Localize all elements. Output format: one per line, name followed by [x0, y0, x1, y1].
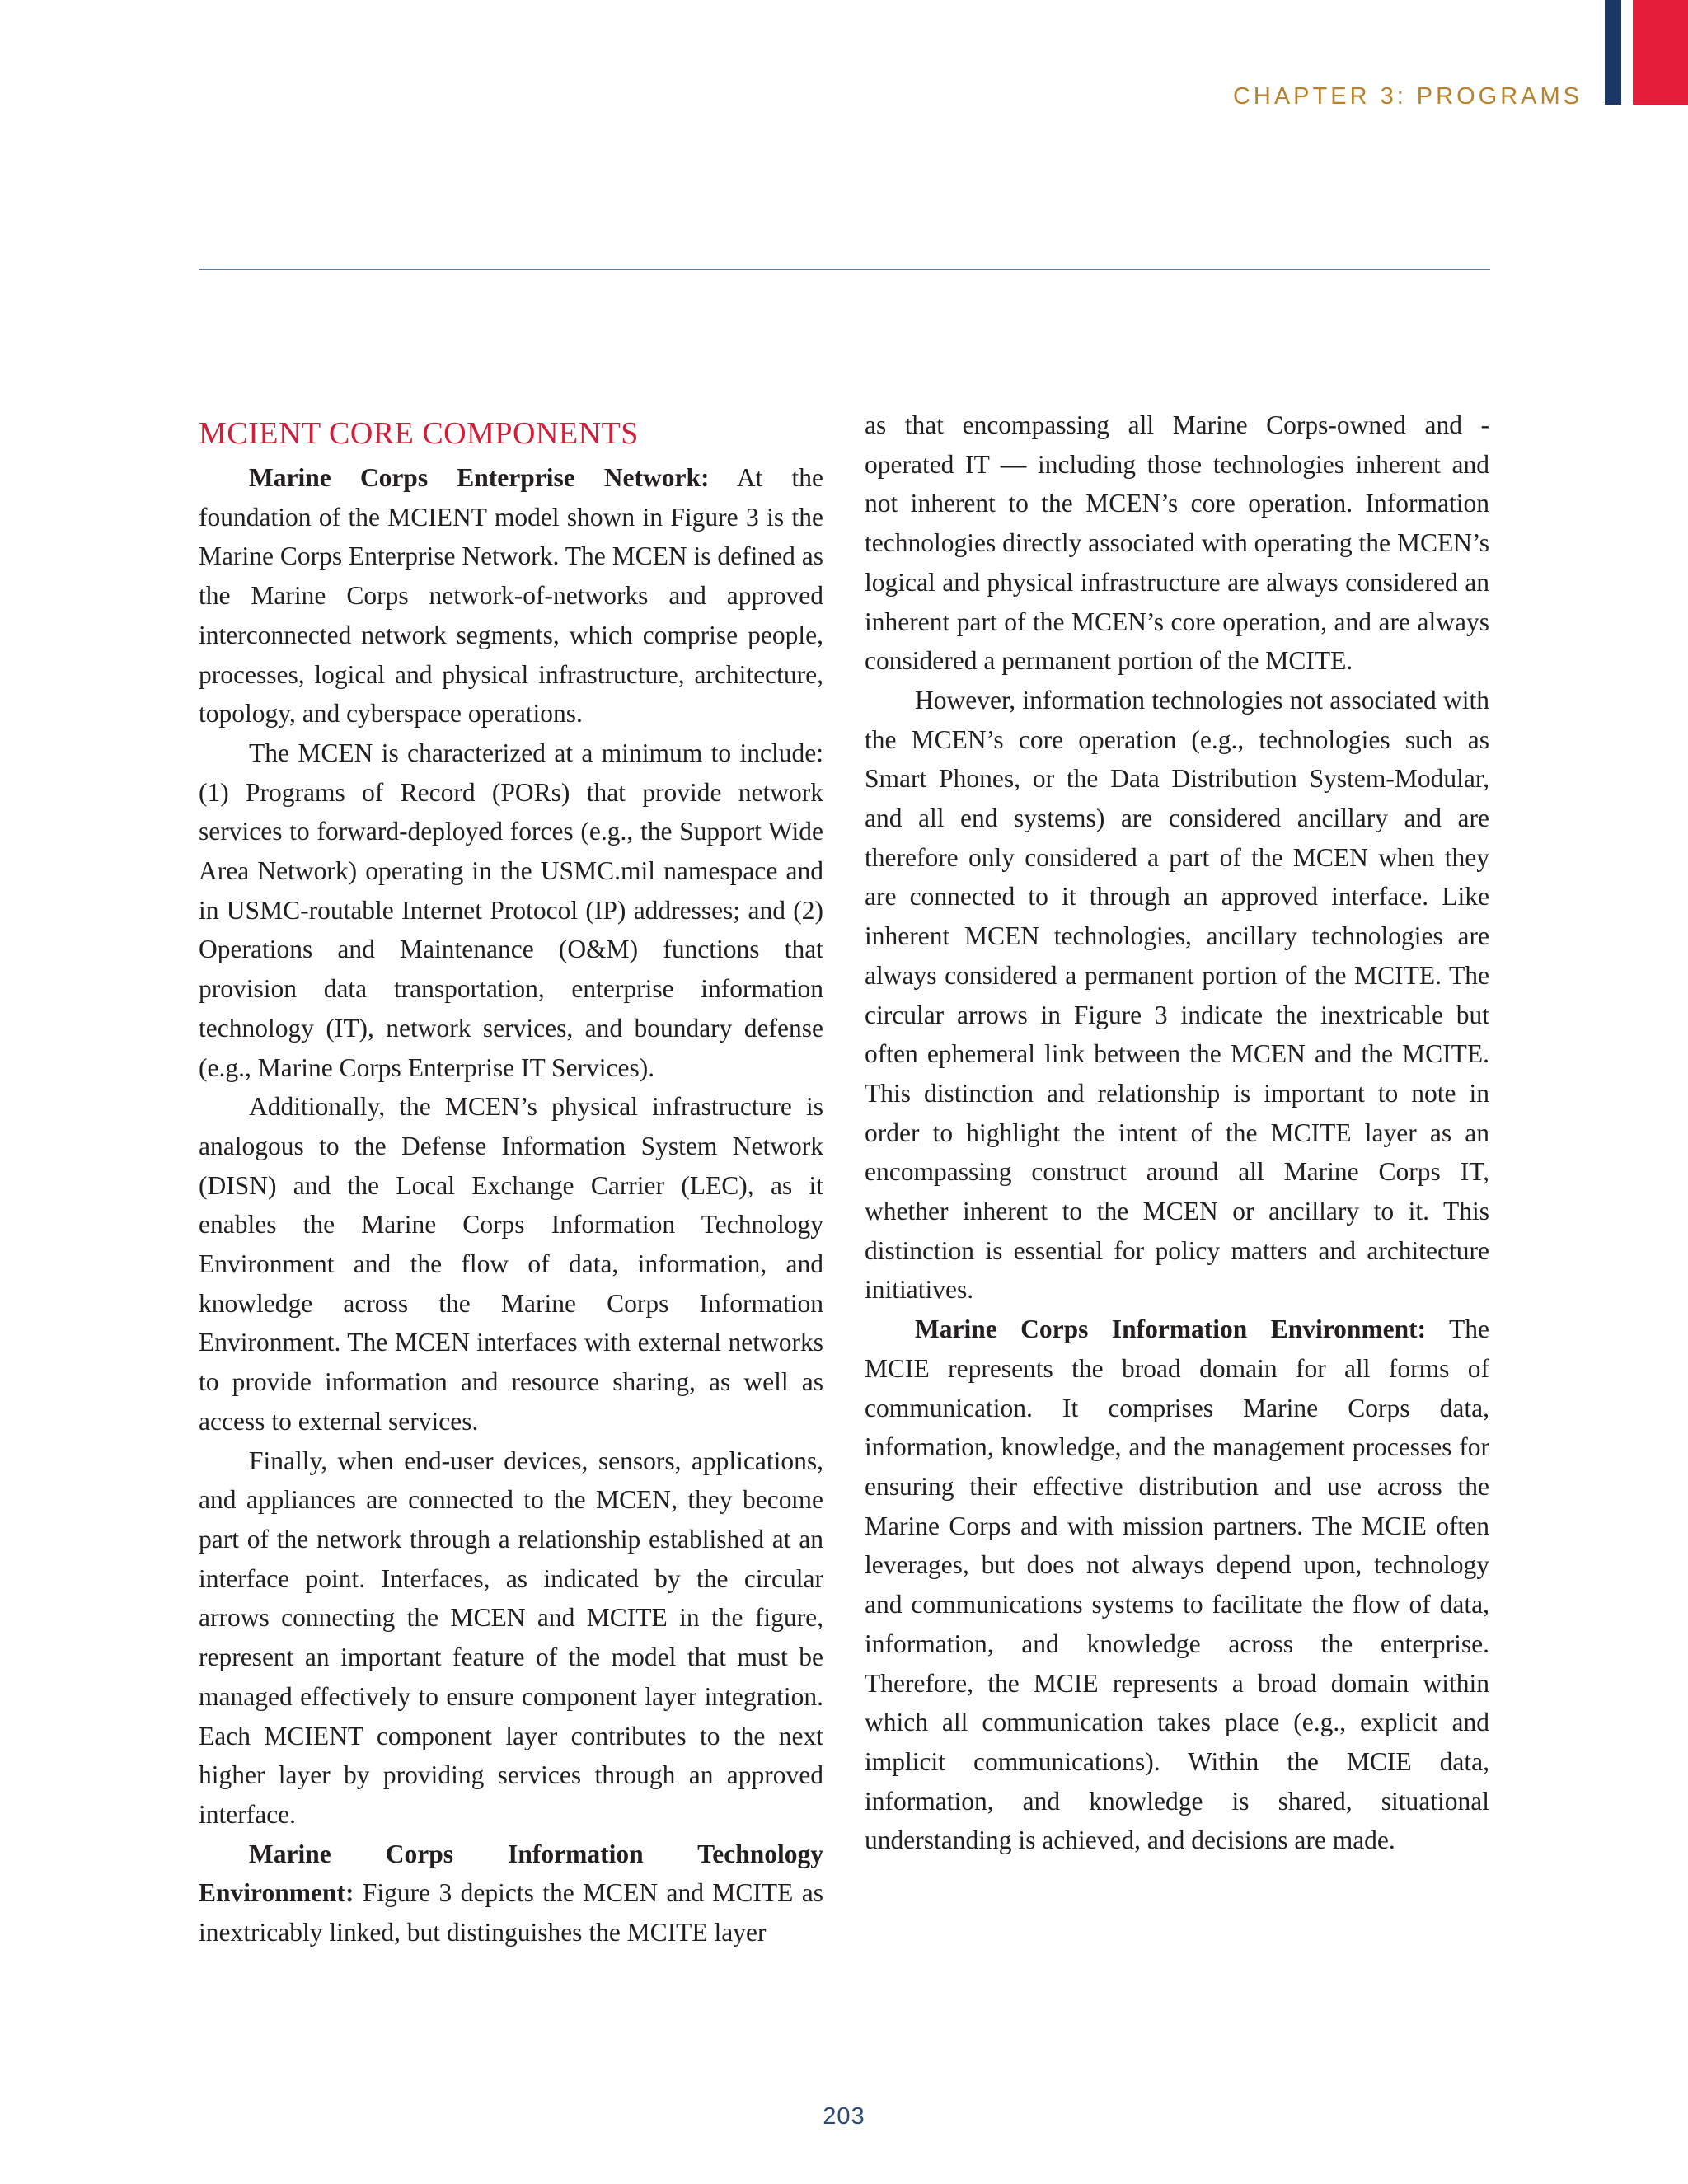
chapter-header: CHAPTER 3: PROGRAMS — [1232, 83, 1582, 110]
paragraph-text: The MCIE represents the broad domain for all forms of communication. It comprises Marine Corps data, information, knowledge, and the management processes for ensuring their effective distribution and use across the Marine Corps and with mission partners. The MCIE often leverages, but does not always depend upon, technology and communications systems to facilitate the flow of data, information, and knowledge across the enterprise. Therefore, the MCIE represents a broad domain within which all communication takes place (e.g., explicit and implicit communications). Within the MCIE data, information, and knowledge is shared, situational understanding is achieved, and decisions are made. — [865, 1315, 1489, 1855]
paragraph-text: Figure 3 depicts the MCEN and MCITE as inextricably linked, but distinguishes the MCITE layer — [199, 1878, 823, 1947]
section-title: MCIENT CORE COMPONENTS — [199, 416, 639, 451]
paragraph-interfaces: Finally, when end-user devices, sensors, applications, and appliances are connected to the MCEN, they become part of the network through a relationship established at an interface point. Interfaces, as indicated by the circular arrows connecting the MCEN and MCITE in the figure, represent an important feature of the model that must be managed effectively to ensure component layer integration. Each MCIENT component layer contributes to the next higher layer by providing services through an approved interface. — [199, 1446, 823, 1829]
right-column — [865, 405, 1489, 1860]
corner-tab-red — [1633, 0, 1688, 105]
paragraph-mcen — [199, 458, 823, 733]
paragraph-mcie — [865, 1310, 1489, 1860]
run-in-heading-mcen: Marine Corps Enterprise Network: — [249, 463, 710, 492]
paragraph-mcen-characterized: The MCEN is characterized at a minimum to include: (1) Programs of Record (PORs) that provide network services to forward-deployed forces (e.g., the Support Wide Area Network) operating in the USMC.mil namespace and in USMC-routable Internet Protocol (IP) addresses; and (2) Operations and Maintenance (O&M) functions that provision data transportation, enterprise information technology (IT), network services, and boundary defense (e.g., Marine Corps Enterprise IT Services). — [199, 738, 823, 1082]
page-number: 203 — [823, 2103, 865, 2130]
paragraph-ancillary: However, information technologies not associated with the MCEN’s core operation (e.g., technologies such as Smart Phones, or the Data Distribution System-Modular, and all end systems) are considered ancillary and are therefore only considered a part of the MCEN when they are connected to it through an approved interface. Like inherent MCEN technologies, ancillary technologies are always considered a permanent portion of the MCITE. The circular arrows in Figure 3 indicate the inextricable but often ephemeral link between the MCEN and the MCITE. This distinction and relationship is important to note in order to highlight the intent of the MCITE layer as an encompassing construct around all Marine Corps IT, whether inherent to the MCEN or ancillary to it. This distinction is essential for policy matters and architecture initiatives. — [865, 685, 1489, 1305]
corner-tab-blue — [1605, 0, 1621, 105]
run-in-heading-mcite: Marine Corps Information Technology Environment: — [199, 1839, 823, 1908]
paragraph-text: At the foundation of the MCIENT model shown in Figure 3 is the Marine Corps Enterprise Network. The MCEN is defined as the Marine Corps network-of-networks and approved interconnected network segments, which comprise people, processes, logical and physical infrastructure, architecture, topology, and cyberspace operations. — [199, 463, 823, 729]
paragraph-mcite-continued: as that encompassing all Marine Corps-owned and -operated IT — including those technologies inherent and not inherent to the MCEN’s core operation. Information technologies directly associated with operating the MCEN’s logical and physical infrastructure are always considered an inherent part of the MCEN’s core operation, and are always considered a permanent portion of the MCITE. — [865, 410, 1489, 676]
header-rule — [199, 269, 1490, 270]
left-column — [199, 405, 823, 1952]
paragraph-mcen-infrastructure: Additionally, the MCEN’s physical infrastructure is analogous to the Defense Information System Network (DISN) and the Local Exchange Carrier (LEC), as it enables the Marine Corps Information Technology Environment and the flow of data, information, and knowledge across the Marine Corps Information Environment. The MCEN interfaces with external networks to provide information and resource sharing, as well as access to external services. — [199, 1092, 823, 1436]
run-in-heading-mcie: Marine Corps Information Environment: — [915, 1315, 1427, 1344]
paragraph-mcite — [199, 1835, 823, 1952]
